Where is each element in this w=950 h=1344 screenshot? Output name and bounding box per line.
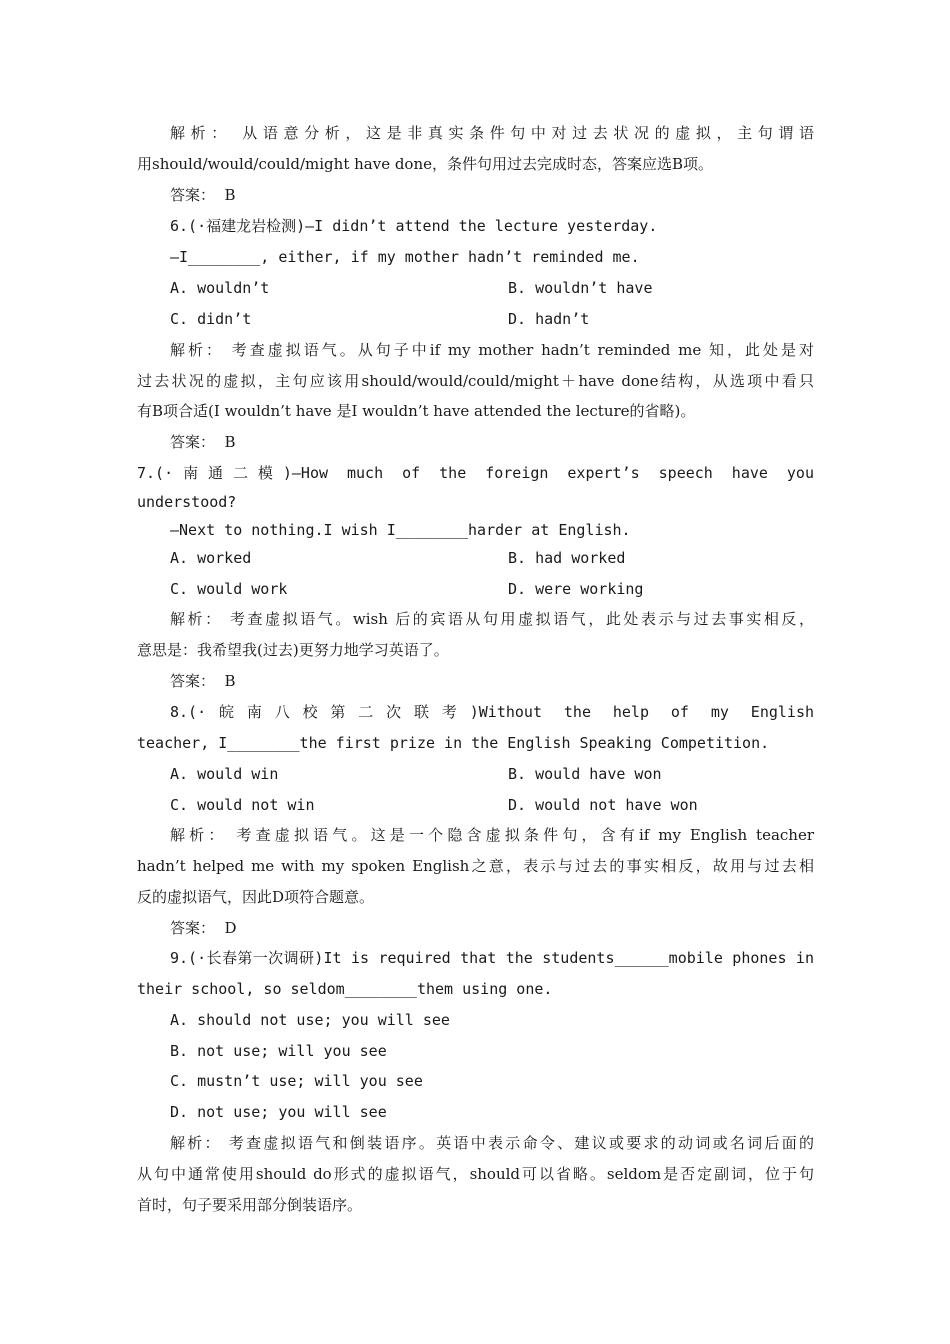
q8-option-c: C. would not win: [170, 796, 315, 814]
q7-option-a: A. worked: [170, 549, 252, 567]
q6-stem-line-1: 6.(·福建龙岩检测)—I didn’t attend the lecture yesterday.: [170, 217, 658, 235]
q7-explanation-line-2: 意思是：我希望我(过去)更努力地学习英语了。: [137, 641, 449, 659]
q7-stem-line-2: understood?: [137, 493, 237, 511]
q8-stem-line-1: 8.(·皖南八校第二次联考)Without the help of my English: [170, 703, 814, 721]
q7-explanation-line-1: 解析： 考查虚拟语气。wish 后的宾语从句用虚拟语气，此处表示与过去事实相反，: [170, 610, 814, 628]
q6-stem-line-2: —I________, either, if my mother hadn’t reminded me.: [170, 248, 640, 266]
q8-explanation-line-3: 反的虚拟语气，因此D项符合题意。: [137, 888, 375, 906]
q6-option-c: C. didn’t: [170, 310, 252, 328]
q6-option-d: D. hadn’t: [508, 310, 590, 328]
q7-option-b: B. had worked: [508, 549, 626, 567]
q8-option-b: B. would have won: [508, 765, 662, 783]
q6-option-a: A. wouldn’t: [170, 279, 270, 297]
q9-option-b: B. not use; will you see: [170, 1042, 387, 1060]
q8-answer: 答案： D: [170, 919, 237, 937]
q9-stem-line-2: their school, so seldom________them using one.: [137, 980, 553, 998]
q6-explanation-line-1: 解析： 考查虚拟语气。从句子中if my mother hadn’t reminded me 知，此处是对: [170, 341, 814, 359]
q6-option-b: B. wouldn’t have: [508, 279, 653, 297]
q8-explanation-line-1: 解析： 考查虚拟语气。这是一个隐含虚拟条件句，含有if my English teacher: [170, 826, 814, 844]
q9-stem-line-1: 9.(·长春第一次调研)It is required that the students______mobile phones in: [170, 949, 814, 967]
q7-option-d: D. were working: [508, 580, 644, 598]
q8-option-a: A. would win: [170, 765, 279, 783]
q5-answer: 答案： B: [170, 186, 236, 204]
q8-explanation-line-2: hadn’t helped me with my spoken English之意，表示与过去的事实相反，故用与过去相: [137, 857, 814, 875]
q7-stem-line-1: 7.(·南通二模)—How much of the foreign expert’s speech have you: [137, 464, 814, 482]
q7-answer: 答案： B: [170, 672, 236, 690]
q9-option-c: C. mustn’t use; will you see: [170, 1072, 423, 1090]
q6-explanation-line-2: 过去状况的虚拟，主句应该用should/would/could/might＋have done结构，从选项中看只: [137, 372, 814, 390]
q5-explanation-line-1: 解析： 从语意分析，这是非真实条件句中对过去状况的虚拟，主句谓语: [170, 124, 814, 142]
q8-option-d: D. would not have won: [508, 796, 698, 814]
q9-explanation-line-3: 首时，句子要采用部分倒装语序。: [137, 1196, 363, 1214]
q8-stem-line-2: teacher, I________the first prize in the English Speaking Competition.: [137, 734, 770, 752]
q7-stem-line-3: —Next to nothing.I wish I________harder at English.: [170, 521, 631, 539]
q6-answer: 答案： B: [170, 433, 236, 451]
q9-explanation-line-2: 从句中通常使用should do形式的虚拟语气，should可以省略。seldom是否定副词，位于句: [137, 1165, 814, 1183]
q6-explanation-line-3: 有B项合适(I wouldn’t have 是I wouldn’t have attended the lecture的省略)。: [137, 402, 696, 420]
q9-explanation-line-1: 解析： 考查虚拟语气和倒装语序。英语中表示命令、建议或要求的动词或名词后面的: [170, 1134, 814, 1152]
q7-option-c: C. would work: [170, 580, 288, 598]
q5-explanation-line-2: 用should/would/could/might have done，条件句用过去完成时态，答案应选B项。: [137, 155, 714, 173]
q9-option-a: A. should not use; you will see: [170, 1011, 450, 1029]
q9-option-d: D. not use; you will see: [170, 1103, 387, 1121]
